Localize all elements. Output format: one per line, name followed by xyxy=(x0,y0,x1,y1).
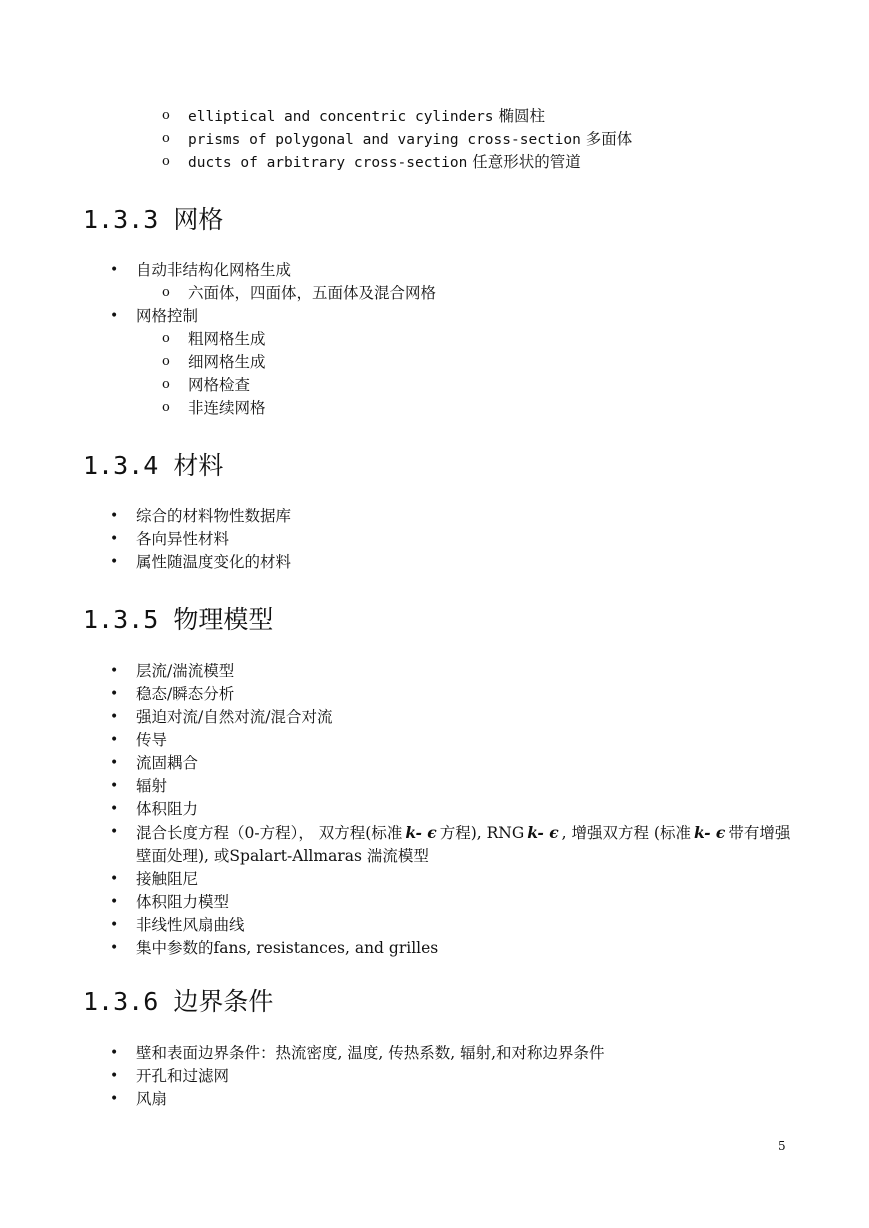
section-heading-physics: 1.3.5 物理模型 xyxy=(83,605,274,634)
section-heading-mesh: 1.3.3 网格 xyxy=(83,205,224,234)
list-item: o ducts of arbitrary cross-section 任意形状的管道 xyxy=(162,151,632,174)
list-item: o 网格检查 xyxy=(162,374,800,397)
list-item: • 强迫对流/自然对流/混合对流 xyxy=(110,706,800,729)
k-epsilon-symbol: k- ϵ xyxy=(405,823,437,842)
section-heading-boundary: 1.3.6 边界条件 xyxy=(83,987,274,1016)
list-item: o elliptical and concentric cylinders 椭圆柱 xyxy=(162,105,632,128)
list-item: • 层流/湍流模型 xyxy=(110,660,800,683)
list-item: o prisms of polygonal and varying cross-section 多面体 xyxy=(162,128,632,151)
list-item: • 传导 xyxy=(110,729,800,752)
list-item: • 流固耦合 xyxy=(110,752,800,775)
list-item: • 体积阻力模型 xyxy=(110,891,800,914)
list-item: • 集中参数的fans, resistances, and grilles xyxy=(110,937,800,960)
list-item: • 网格控制 o 粗网格生成 o 细网格生成 o 网格检查 o 非连续网格 xyxy=(110,305,800,420)
mesh-list xyxy=(110,259,800,420)
list-item: • 非线性风扇曲线 xyxy=(110,914,800,937)
list-item: • 综合的材料物性数据库 xyxy=(110,505,800,528)
page-number: 5 xyxy=(778,1139,786,1153)
list-item: o 非连续网格 xyxy=(162,397,800,420)
section-heading-materials: 1.3.4 材料 xyxy=(83,451,224,480)
geometry-sublist xyxy=(162,105,632,174)
list-item: • 风扇 xyxy=(110,1088,800,1111)
list-item: • 各向异性材料 xyxy=(110,528,800,551)
k-epsilon-symbol: k- ϵ xyxy=(527,823,559,842)
list-item-turbulence-models: • 混合长度方程（0-方程）， 双方程(标准 k- ϵ 方程), RNG k- ϵ , 增强双方程 (标准 k- ϵ 带有增强壁面处理), 或Spalart-Allmaras 湍流模型 xyxy=(110,821,800,868)
list-item: • 开孔和过滤网 xyxy=(110,1065,800,1088)
list-item: • 自动非结构化网格生成 o 六面体，四面体，五面体及混合网格 xyxy=(110,259,800,305)
k-epsilon-symbol: k- ϵ xyxy=(693,823,726,842)
mesh-sublist xyxy=(162,282,800,305)
physics-list xyxy=(110,660,800,960)
list-item: • 属性随温度变化的材料 xyxy=(110,551,800,574)
list-item: o 细网格生成 xyxy=(162,351,800,374)
list-item: • 接触阻尼 xyxy=(110,868,800,891)
materials-list xyxy=(110,505,800,574)
list-item: o 粗网格生成 xyxy=(162,328,800,351)
list-item: • 壁和表面边界条件：热流密度, 温度, 传热系数, 辐射,和对称边界条件 xyxy=(110,1042,800,1065)
list-item: • 辐射 xyxy=(110,775,800,798)
list-item: • 体积阻力 xyxy=(110,798,800,821)
mesh-control-sublist xyxy=(162,328,800,420)
list-item: o 六面体，四面体，五面体及混合网格 xyxy=(162,282,800,305)
list-item: • 稳态/瞬态分析 xyxy=(110,683,800,706)
boundary-list xyxy=(110,1042,800,1111)
